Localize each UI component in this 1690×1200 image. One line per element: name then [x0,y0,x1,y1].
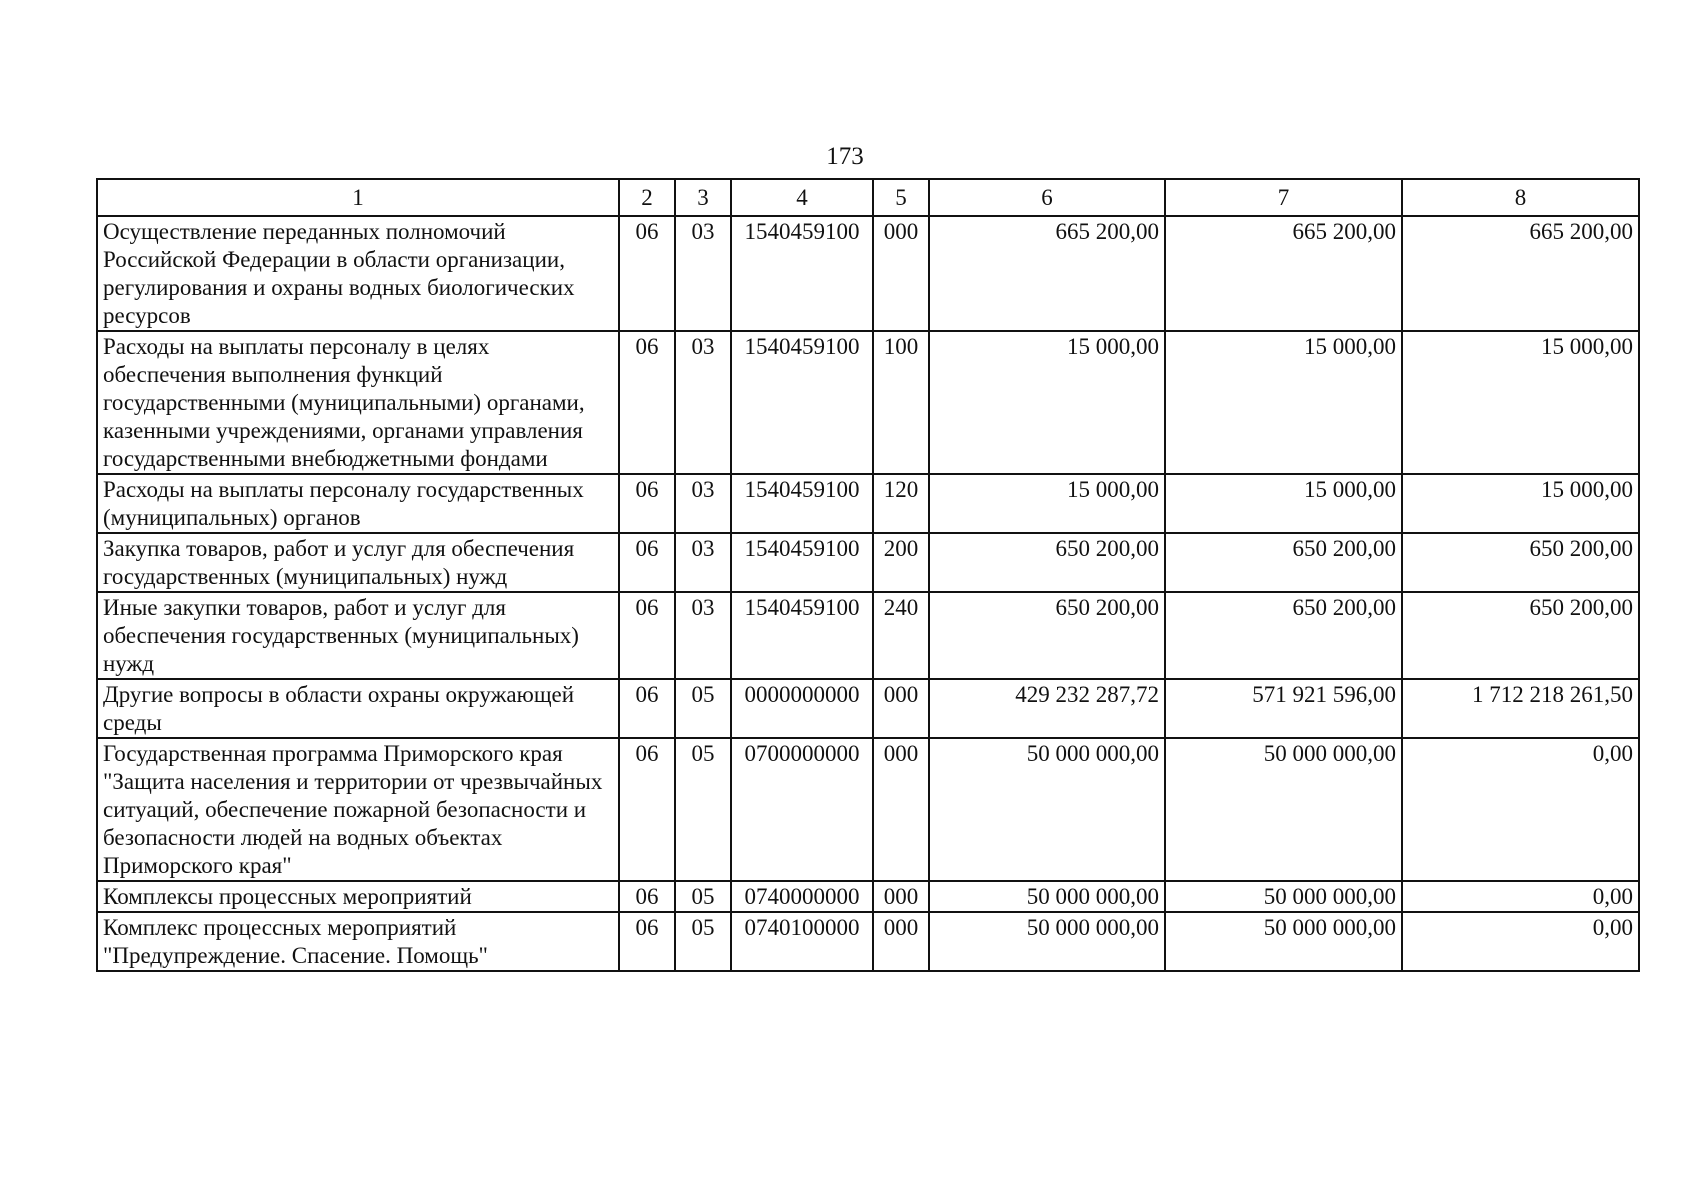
amount-col7-cell: 665 200,00 [1165,216,1402,331]
table-row [97,738,1639,881]
expense-name-cell: Другие вопросы в области охраны окружающей среды [97,679,619,738]
expense-type-code-cell: 000 [873,881,929,912]
section-code-cell: 06 [619,679,675,738]
table-row [97,679,1639,738]
target-article-code-cell: 1540459100 [731,592,873,679]
column-header: 1 [97,179,619,216]
target-article-code-cell: 0740100000 [731,912,873,971]
target-article-code-cell: 0740000000 [731,881,873,912]
section-code-cell: 06 [619,331,675,474]
expense-name-cell: Комплексы процессных мероприятий [97,881,619,912]
section-code-cell: 06 [619,216,675,331]
table-row [97,912,1639,971]
expense-name-cell: Расходы на выплаты персоналу в целях обеспечения выполнения функций государственными (муниципальными) органами, казенными учреждениями, органами управления государственными внебюджетными фондами [97,331,619,474]
expense-name-cell: Государственная программа Приморского края "Защита населения и территории от чрезвычайных ситуаций, обеспечение пожарной безопасности и безопасности людей на водных объектах Приморского края" [97,738,619,881]
amount-col6-cell: 650 200,00 [929,533,1165,592]
amount-col6-cell: 50 000 000,00 [929,738,1165,881]
column-header: 8 [1402,179,1639,216]
subsection-code-cell: 03 [675,592,731,679]
amount-col7-cell: 650 200,00 [1165,592,1402,679]
section-code-cell: 06 [619,592,675,679]
subsection-code-cell: 03 [675,216,731,331]
expense-type-code-cell: 100 [873,331,929,474]
amount-col8-cell: 0,00 [1402,912,1639,971]
section-code-cell: 06 [619,738,675,881]
target-article-code-cell: 0000000000 [731,679,873,738]
column-header: 2 [619,179,675,216]
expense-type-code-cell: 200 [873,533,929,592]
subsection-code-cell: 05 [675,738,731,881]
expense-type-code-cell: 240 [873,592,929,679]
target-article-code-cell: 0700000000 [731,738,873,881]
amount-col8-cell: 0,00 [1402,881,1639,912]
amount-col8-cell: 1 712 218 261,50 [1402,679,1639,738]
amount-col7-cell: 50 000 000,00 [1165,738,1402,881]
expense-type-code-cell: 000 [873,738,929,881]
table-row [97,331,1639,474]
amount-col8-cell: 650 200,00 [1402,592,1639,679]
amount-col6-cell: 650 200,00 [929,592,1165,679]
amount-col8-cell: 15 000,00 [1402,474,1639,533]
amount-col7-cell: 15 000,00 [1165,331,1402,474]
amount-col6-cell: 50 000 000,00 [929,912,1165,971]
section-code-cell: 06 [619,881,675,912]
table-row [97,474,1639,533]
section-code-cell: 06 [619,912,675,971]
subsection-code-cell: 05 [675,912,731,971]
column-header: 4 [731,179,873,216]
table-row [97,533,1639,592]
amount-col6-cell: 15 000,00 [929,331,1165,474]
expense-name-cell: Расходы на выплаты персоналу государственных (муниципальных) органов [97,474,619,533]
amount-col6-cell: 429 232 287,72 [929,679,1165,738]
table-row [97,881,1639,912]
expense-name-cell: Закупка товаров, работ и услуг для обеспечения государственных (муниципальных) нужд [97,533,619,592]
target-article-code-cell: 1540459100 [731,474,873,533]
page-number: 173 [826,143,864,170]
column-header: 7 [1165,179,1402,216]
expense-type-code-cell: 120 [873,474,929,533]
amount-col7-cell: 50 000 000,00 [1165,881,1402,912]
amount-col7-cell: 50 000 000,00 [1165,912,1402,971]
target-article-code-cell: 1540459100 [731,216,873,331]
amount-col7-cell: 15 000,00 [1165,474,1402,533]
expense-type-code-cell: 000 [873,912,929,971]
amount-col6-cell: 15 000,00 [929,474,1165,533]
subsection-code-cell: 05 [675,679,731,738]
table-row [97,592,1639,679]
expense-type-code-cell: 000 [873,679,929,738]
table-row [97,216,1639,331]
expense-type-code-cell: 000 [873,216,929,331]
amount-col8-cell: 15 000,00 [1402,331,1639,474]
amount-col6-cell: 50 000 000,00 [929,881,1165,912]
subsection-code-cell: 05 [675,881,731,912]
amount-col6-cell: 665 200,00 [929,216,1165,331]
expense-name-cell: Осуществление переданных полномочий Российской Федерации в области организации, регулирования и охраны водных биологических ресурсов [97,216,619,331]
target-article-code-cell: 1540459100 [731,331,873,474]
column-number-header-row [97,179,1639,216]
amount-col7-cell: 650 200,00 [1165,533,1402,592]
expense-name-cell: Комплекс процессных мероприятий "Предупреждение. Спасение. Помощь" [97,912,619,971]
amount-col7-cell: 571 921 596,00 [1165,679,1402,738]
subsection-code-cell: 03 [675,474,731,533]
subsection-code-cell: 03 [675,533,731,592]
section-code-cell: 06 [619,474,675,533]
target-article-code-cell: 1540459100 [731,533,873,592]
column-header: 5 [873,179,929,216]
column-header: 6 [929,179,1165,216]
section-code-cell: 06 [619,533,675,592]
column-header: 3 [675,179,731,216]
subsection-code-cell: 03 [675,331,731,474]
expense-name-cell: Иные закупки товаров, работ и услуг для обеспечения государственных (муниципальных) нужд [97,592,619,679]
amount-col8-cell: 665 200,00 [1402,216,1639,331]
amount-col8-cell: 650 200,00 [1402,533,1639,592]
budget-table [96,178,1640,972]
amount-col8-cell: 0,00 [1402,738,1639,881]
